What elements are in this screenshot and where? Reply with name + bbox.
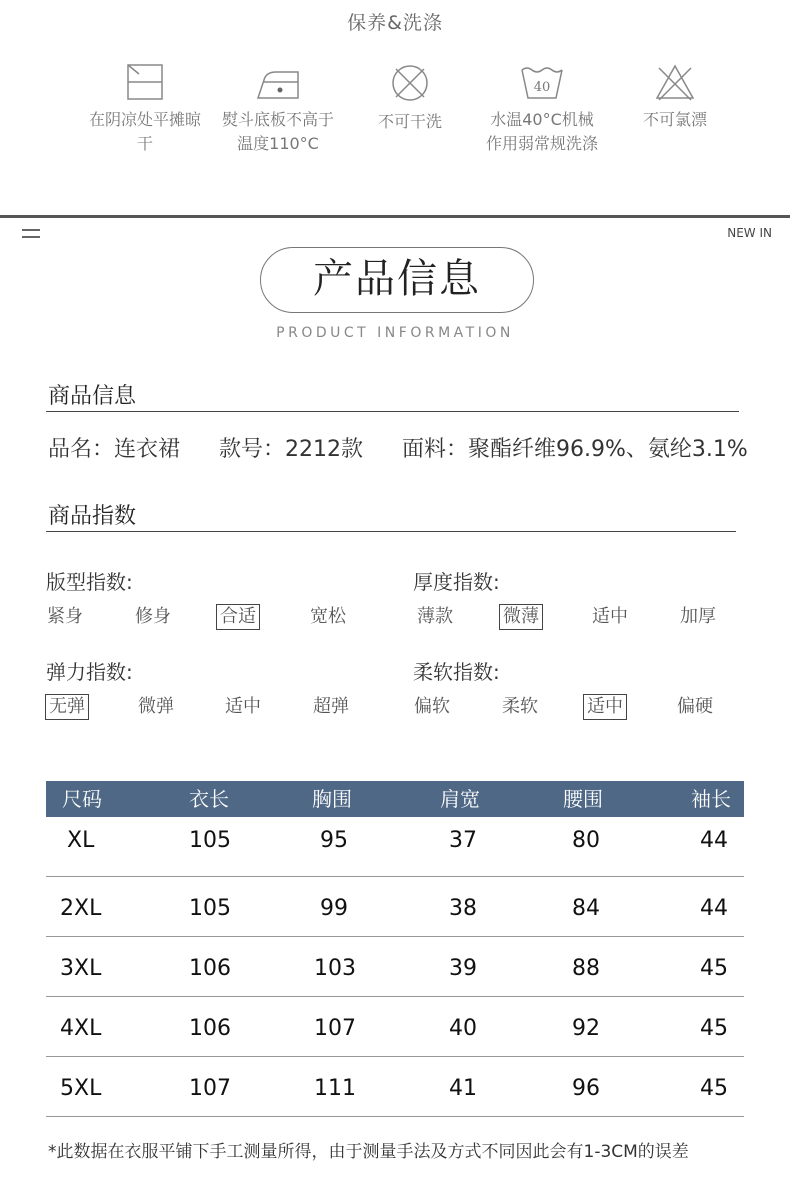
column-header: 尺码	[62, 787, 102, 811]
fit-option: 紧身	[47, 606, 83, 627]
table-row	[46, 1057, 744, 1117]
product-info-subtitle: PRODUCT INFORMATION	[276, 325, 514, 341]
table-cell: 4XL	[60, 1016, 102, 1041]
product-name: 品名：连衣裙	[48, 437, 181, 462]
table-cell: 38	[449, 896, 477, 921]
elasticity-index-label: 弹力指数:	[46, 660, 133, 684]
care-label: 不可氯漂	[642, 110, 707, 129]
table-cell: 44	[700, 828, 728, 853]
table-row	[46, 937, 744, 997]
goods-index-underline	[46, 531, 736, 532]
table-row	[46, 817, 744, 877]
product-model: 款号：2212款	[219, 437, 364, 462]
care-item-no-bleach	[610, 62, 740, 132]
table-header	[46, 781, 744, 817]
care-item-shade-dry	[80, 62, 210, 156]
size-table	[46, 781, 744, 1117]
table-cell: 92	[572, 1016, 600, 1041]
care-item-no-dryclean	[345, 62, 475, 134]
care-label: 水温40°C机械作用弱常规洗涤	[485, 110, 598, 153]
table-cell: 3XL	[60, 956, 102, 981]
table-cell: 5XL	[60, 1076, 102, 1101]
table-cell: 40	[449, 1016, 477, 1041]
table-cell: 107	[189, 1076, 231, 1101]
section-divider	[0, 215, 790, 218]
thickness-index-label: 厚度指数:	[413, 570, 500, 594]
wash-temperature: 40	[533, 80, 551, 95]
table-cell: 106	[189, 956, 231, 981]
product-info-title: 产品信息	[260, 247, 534, 313]
column-header: 肩宽	[440, 787, 480, 811]
care-label: 在阴凉处平摊晾干	[88, 110, 201, 153]
fit-index-label: 版型指数:	[46, 570, 133, 594]
elasticity-option-selected: 无弹	[45, 694, 89, 720]
goods-index-title: 商品指数	[48, 504, 137, 529]
column-header: 胸围	[312, 787, 352, 811]
fit-option-selected: 合适	[216, 604, 260, 630]
thickness-option: 适中	[592, 606, 628, 627]
table-row	[46, 877, 744, 937]
table-cell: 105	[189, 896, 231, 921]
table-cell: 99	[320, 896, 348, 921]
table-cell: 80	[572, 828, 600, 853]
table-cell: 96	[572, 1076, 600, 1101]
elasticity-option: 微弹	[138, 696, 174, 717]
table-cell: 45	[700, 956, 728, 981]
table-cell: 44	[700, 896, 728, 921]
table-cell: 41	[449, 1076, 477, 1101]
wash-40-icon	[518, 62, 566, 102]
table-cell: 37	[449, 828, 477, 853]
softness-option: 偏硬	[677, 696, 713, 717]
table-cell: 45	[700, 1076, 728, 1101]
softness-option: 偏软	[414, 696, 450, 717]
care-item-wash-40	[477, 62, 607, 156]
table-cell: 39	[449, 956, 477, 981]
table-row	[46, 997, 744, 1057]
table-cell: 88	[572, 956, 600, 981]
column-header: 袖长	[691, 787, 731, 811]
fit-option: 修身	[135, 606, 171, 627]
menu-icon[interactable]	[22, 229, 40, 243]
softness-option: 柔软	[502, 696, 538, 717]
column-header: 腰围	[563, 787, 603, 811]
thickness-option-selected: 微薄	[499, 604, 543, 630]
no-bleach-icon	[653, 62, 697, 102]
product-fabric: 面料：聚酯纤维96.9%、氨纶3.1%	[402, 437, 748, 462]
table-cell: 107	[314, 1016, 356, 1041]
table-cell: 45	[700, 1016, 728, 1041]
softness-index-label: 柔软指数:	[413, 660, 500, 684]
goods-info-underline	[46, 411, 739, 412]
thickness-option: 加厚	[680, 606, 716, 627]
table-cell: XL	[67, 828, 95, 853]
table-cell: 84	[572, 896, 600, 921]
fit-option: 宽松	[310, 606, 346, 627]
thickness-option: 薄款	[417, 606, 453, 627]
elasticity-option: 超弹	[313, 696, 349, 717]
column-header: 衣长	[189, 787, 229, 811]
goods-info-title: 商品信息	[48, 384, 137, 409]
elasticity-option: 适中	[225, 696, 261, 717]
table-cell: 2XL	[60, 896, 102, 921]
table-cell: 103	[314, 956, 356, 981]
goods-info-row	[48, 432, 780, 463]
table-cell: 105	[189, 828, 231, 853]
table-cell: 111	[314, 1076, 356, 1101]
new-in-label: NEW IN	[727, 226, 772, 240]
care-title: 保养&洗涤	[347, 12, 443, 34]
iron-icon	[250, 62, 306, 102]
measurement-note: *此数据在衣服平铺下手工测量所得，由于测量手法及方式不同因此会有1-3CM的误差	[48, 1142, 689, 1162]
shade-dry-icon	[125, 62, 165, 102]
table-cell: 95	[320, 828, 348, 853]
softness-option-selected: 适中	[583, 694, 627, 720]
care-label: 不可干洗	[377, 112, 442, 131]
care-label: 熨斗底板不高于温度110°C	[221, 110, 334, 153]
table-cell: 106	[189, 1016, 231, 1041]
no-dryclean-icon	[389, 62, 431, 104]
care-item-iron	[213, 62, 343, 156]
